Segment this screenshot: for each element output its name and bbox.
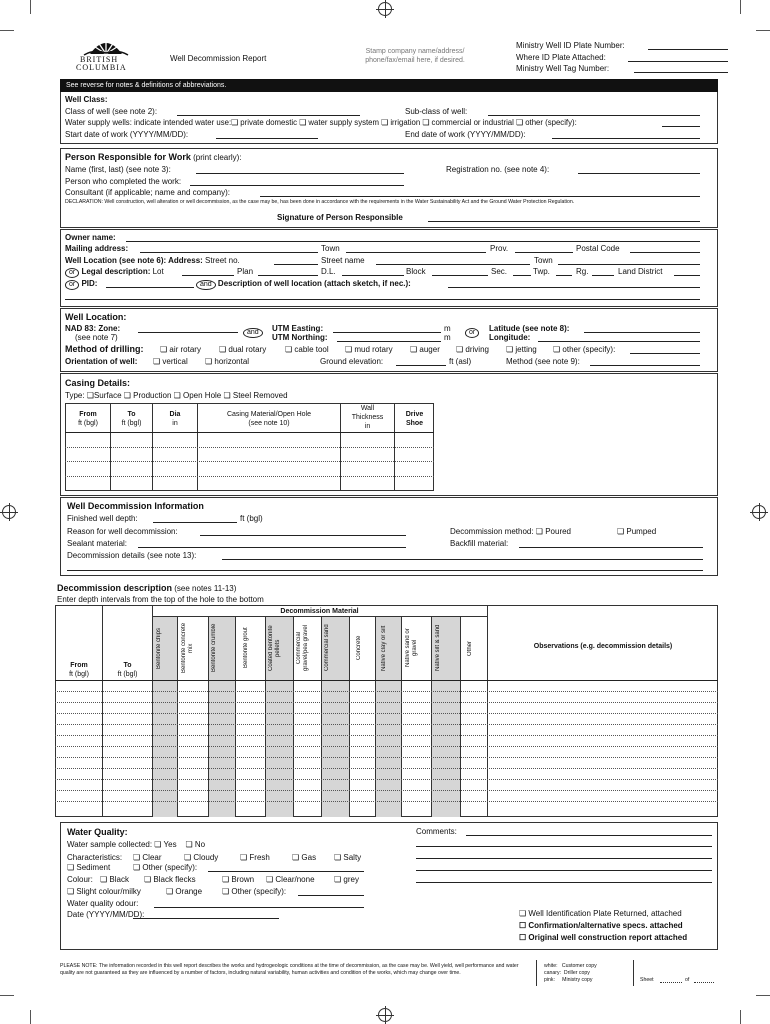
material-native-silt-sand: Native silt & sand: [435, 624, 441, 672]
utm-northing-field[interactable]: [337, 341, 441, 342]
char-fresh[interactable]: ❏ Fresh: [240, 853, 270, 862]
end-date-label: End date of work (YYYY/MM/DD):: [405, 130, 526, 139]
utm-northing-label: UTM Northing:: [272, 333, 328, 342]
class-field[interactable]: [177, 115, 360, 116]
logo-text-columbia: COLUMBIA: [76, 63, 127, 72]
end-date-field[interactable]: [552, 138, 700, 139]
nad-label: NAD 83: Zone:: [65, 324, 121, 333]
consultant-field[interactable]: [260, 196, 700, 197]
crop-mark: [0, 995, 14, 996]
block-field[interactable]: [432, 275, 488, 276]
mailing-label: Mailing address:: [65, 244, 129, 253]
pid-row: or PID:: [65, 279, 97, 290]
water-date-label: Date (YYYY/MM/DD):: [67, 910, 145, 919]
char-gas[interactable]: ❏ Gas: [292, 853, 317, 862]
colour-orange[interactable]: ❏ Orange: [166, 887, 203, 896]
location-label: Well Location (see note 6): Address: Street no.: [65, 256, 240, 265]
finished-depth-label: Finished well depth:: [67, 514, 138, 523]
bc-logo: [76, 30, 136, 74]
drilling-jetting[interactable]: ❏ jetting: [506, 345, 537, 354]
material-bentonite-grout: Bentonite grout: [243, 627, 249, 669]
orientation-vertical[interactable]: ❏ vertical: [153, 357, 188, 366]
reason-label: Reason for well decommission:: [67, 527, 178, 536]
material-bentonite-chips: Bentonite chips: [156, 627, 162, 669]
colour-black-flecks[interactable]: ❏ Black flecks: [144, 875, 196, 884]
decom-row-line: [55, 713, 718, 714]
decom-header-bottom: [55, 680, 718, 681]
postal-field[interactable]: [630, 252, 700, 253]
ground-elevation-label: Ground elevation:: [320, 357, 384, 366]
and-marker: and: [243, 327, 263, 338]
confirmation-checkbox[interactable]: ☐ Confirmation/alternative specs. attached: [519, 921, 683, 930]
colour-label: Colour:: [67, 875, 93, 884]
street-name-label: Street name: [321, 256, 365, 265]
material-bentonite-crumble: Bentonite crumble: [211, 623, 217, 673]
registration-mark-top: [378, 2, 392, 16]
footer-note: PLEASE NOTE: The information recorded in this well report describes the works and hydrogeologic conditions at the time of decommission, as the case may be. Well yield, well performance and water quality are not guaranteed as they are influenced by a number of factors, including natural variability, human activities and condition of the works, which may change over time.: [60, 963, 519, 976]
description-row: and Description of well location (attach sketch, if nec.):: [196, 279, 411, 290]
sheet-number-field[interactable]: [660, 982, 682, 983]
copy-white: white: Customer copy: [544, 963, 597, 969]
dl-field[interactable]: [342, 275, 404, 276]
twp-field[interactable]: [556, 275, 572, 276]
water-use-other-field[interactable]: [662, 126, 700, 127]
drilling-cable-tool[interactable]: ❏ cable tool: [285, 345, 329, 354]
orientation-horizontal[interactable]: ❏ horizontal: [205, 357, 250, 366]
registration-label: Registration no. (see note 4):: [446, 165, 550, 174]
reason-field[interactable]: [200, 535, 406, 536]
land-district-label: Land District: [618, 267, 663, 276]
decom-info-heading: Well Decommission Information: [67, 501, 204, 511]
decom-row-line: [55, 790, 718, 791]
ministry-plate-label: Ministry Well ID Plate Number:: [516, 41, 625, 50]
sheet-label: Sheet: [640, 977, 654, 983]
sealant-field[interactable]: [138, 547, 406, 548]
casing-to-header: To ft (bgl): [121, 411, 142, 427]
decom-row-line: [55, 746, 718, 747]
lot-field[interactable]: [182, 275, 234, 276]
char-salty[interactable]: ❏ Salty: [334, 853, 362, 862]
decom-col-divider: [235, 617, 236, 817]
legal-row: or Legal description: Lot: [65, 267, 164, 278]
material-coated-bentonite-pellets: Coated bentonite pellets: [268, 625, 281, 671]
declaration-text: DECLARATION: Well construction, well alteration or well decommission, as the case may be, has been done in accordance with the requirements in the Water Sustainability Act and the Ground Water Protection Regulation.: [65, 199, 575, 205]
prov-label: Prov.: [490, 244, 509, 253]
subclass-label: Sub-class of well:: [405, 107, 468, 116]
and-marker: and: [196, 280, 216, 290]
dl-label: D.L.: [321, 267, 336, 276]
material-bentonite-concrete-mix: Bentonite concrete mix: [181, 622, 194, 674]
person-name-label: Name (first, last) (see note 3):: [65, 165, 171, 174]
casing-heading: Casing Details:: [65, 378, 131, 388]
utm-easting-field[interactable]: [333, 332, 441, 333]
comments-field[interactable]: [466, 835, 712, 836]
decom-row-line: [55, 757, 718, 758]
casing-row-line: [65, 461, 434, 462]
drilling-method-label: Method of drilling:: [65, 344, 144, 354]
ft-asl-unit: ft (asl): [449, 357, 472, 366]
prov-field[interactable]: [515, 252, 573, 253]
material-commercial-gravel: Commercial gravel/pea gravel: [296, 624, 309, 672]
tag-number-label: Ministry Well Tag Number:: [516, 64, 610, 73]
decom-row-line: [55, 779, 718, 780]
decom-from-header: From ft (bgl): [69, 662, 89, 678]
casing-row-line: [65, 476, 434, 477]
sheet-total-field[interactable]: [694, 982, 714, 983]
pid-field[interactable]: [106, 287, 194, 288]
plan-label: Plan: [237, 267, 254, 276]
sun-logo-icon: [76, 30, 136, 56]
decom-row-line: [55, 724, 718, 725]
finished-depth-field[interactable]: [153, 522, 237, 523]
registration-field[interactable]: [578, 173, 700, 174]
decom-row-line: [55, 735, 718, 736]
backfill-label: Backfill material:: [450, 539, 509, 548]
decom-col-divider: [293, 617, 294, 817]
crop-mark: [740, 0, 741, 14]
consultant-label: Consultant (if applicable; name and company):: [65, 188, 230, 197]
original-report-checkbox[interactable]: ☐ Original well construction report attached: [519, 933, 688, 942]
signature-field[interactable]: [428, 221, 700, 222]
drilling-mud-rotary[interactable]: ❏ mud rotary: [345, 345, 393, 354]
well-class-heading: Well Class:: [65, 95, 108, 104]
m-unit: m: [444, 333, 451, 342]
method-note-field[interactable]: [590, 365, 700, 366]
see-note7: (see note 7): [75, 333, 118, 342]
odour-label: Water quality odour:: [67, 899, 139, 908]
crop-mark: [30, 1010, 31, 1024]
comments-field-5[interactable]: [416, 882, 712, 883]
decom-col-divider: [349, 617, 350, 817]
plate-attached-field[interactable]: [628, 61, 728, 62]
colour-other-field[interactable]: [298, 895, 364, 896]
town2-label: Town: [534, 256, 553, 265]
street-name-field[interactable]: [376, 264, 530, 265]
method-note-label: Method (see note 9):: [506, 357, 580, 366]
decom-desc-heading: Decommission description (see notes 11-13): [57, 583, 237, 593]
registration-mark-right: [752, 505, 766, 519]
stamp-instruction: Stamp company name/address/ phone/fax/email here, if desired.: [365, 48, 465, 64]
plate-returned-checkbox[interactable]: ❏ Well Identification Plate Returned, attached: [519, 909, 682, 918]
drilling-driving[interactable]: ❏ driving: [456, 345, 489, 354]
crop-mark: [30, 0, 31, 14]
casing-wall-header: Wall Thickness in: [351, 405, 384, 430]
or-marker: or: [65, 280, 79, 290]
drilling-auger[interactable]: ❏ auger: [410, 345, 440, 354]
decom-col-divider: [401, 617, 402, 817]
casing-material-header: Casing Material/Open Hole (see note 10): [226, 411, 312, 427]
material-concrete: Concrete: [356, 635, 362, 661]
notes-bar: See reverse for notes & definitions of abbreviations.: [60, 79, 718, 92]
crop-mark: [756, 995, 770, 996]
decom-material-header: Decommission Material: [280, 608, 359, 615]
crop-mark: [740, 1010, 741, 1024]
ground-elevation-field[interactable]: [396, 365, 446, 366]
description-field-2[interactable]: [65, 299, 700, 300]
town-label: Town: [321, 244, 340, 253]
class-label: Class of well (see note 2):: [65, 107, 158, 116]
material-other: Other: [467, 640, 473, 656]
plate-attached-label: Where ID Plate Attached:: [516, 53, 606, 62]
latitude-label: Latitude (see note 8):: [489, 324, 570, 333]
plan-field[interactable]: [258, 275, 318, 276]
backfill-field[interactable]: [519, 547, 703, 548]
description-field[interactable]: [448, 287, 700, 288]
decom-col-divider: [375, 617, 376, 817]
town2-field[interactable]: [558, 264, 700, 265]
owner-name-field[interactable]: [126, 241, 700, 242]
person-heading: Person Responsible for Work (print clearly):: [65, 152, 242, 162]
drilling-dual-rotary[interactable]: ❏ dual rotary: [219, 345, 267, 354]
decom-col-divider: [177, 617, 178, 817]
zone-field[interactable]: [138, 332, 238, 333]
decom-row-line: [55, 801, 718, 802]
decom-col-divider: [321, 617, 322, 817]
water-quality-heading: Water Quality:: [67, 827, 128, 837]
subclass-field[interactable]: [488, 115, 700, 116]
start-date-label: Start date of work (YYYY/MM/DD):: [65, 130, 189, 139]
registration-mark-left: [2, 505, 16, 519]
char-sediment[interactable]: ❏ Sediment: [67, 863, 111, 872]
signature-label: Signature of Person Responsible: [277, 213, 403, 222]
drilling-air-rotary[interactable]: ❏ air rotary: [160, 345, 201, 354]
decom-col-divider: [102, 605, 103, 817]
char-other[interactable]: ❏ Other (specify):: [133, 863, 198, 872]
well-location-heading: Well Location:: [65, 312, 127, 322]
sealant-label: Sealant material:: [67, 539, 128, 548]
details-field[interactable]: [222, 559, 703, 560]
ministry-plate-field[interactable]: [648, 49, 728, 50]
land-district-field[interactable]: [674, 275, 700, 276]
m-unit: m: [444, 324, 451, 333]
material-native-clay-silt: Native clay or silt: [381, 625, 387, 671]
decom-method-pumped[interactable]: ❏ Pumped: [617, 527, 657, 536]
char-clear[interactable]: ❏ Clear: [133, 853, 162, 862]
odour-field[interactable]: [154, 907, 364, 908]
rg-field[interactable]: [592, 275, 614, 276]
decom-col-divider: [431, 617, 432, 817]
decom-row-line: [55, 691, 718, 692]
decom-col-divider: [152, 605, 153, 817]
decom-col-divider: [265, 617, 266, 817]
or-marker: or: [465, 327, 479, 338]
copy-pink: pink: Ministry copy: [544, 977, 593, 983]
tag-number-field[interactable]: [634, 72, 728, 73]
longitude-field[interactable]: [538, 341, 700, 342]
details-label: Decommission details (see note 13):: [67, 551, 197, 560]
latitude-field[interactable]: [584, 332, 700, 333]
postal-label: Postal Code: [576, 244, 620, 253]
casing-from-header: From ft (bgl): [78, 411, 98, 427]
longitude-label: Longitude:: [489, 333, 531, 342]
crop-mark: [756, 30, 770, 31]
decom-row-line: [55, 768, 718, 769]
orientation-label: Orientation of well:: [65, 357, 138, 366]
crop-mark: [0, 30, 14, 31]
form-title: Well Decommission Report: [170, 54, 267, 63]
water-date-field[interactable]: [133, 918, 279, 919]
water-sample-options[interactable]: Water sample collected: ❏ Yes ❏ No: [67, 840, 206, 849]
drilling-other-field[interactable]: [630, 353, 700, 354]
or-marker: or: [65, 268, 79, 278]
colour-slight-milky[interactable]: ❏ Slight colour/milky: [67, 887, 141, 896]
street-no-field[interactable]: [274, 264, 318, 265]
decom-col-divider: [487, 605, 488, 817]
owner-name-label: Owner name:: [65, 233, 116, 242]
town-field[interactable]: [346, 252, 486, 253]
colour-brown[interactable]: ❏ Brown: [222, 875, 255, 884]
ft-bgl-unit: ft (bgl): [240, 514, 263, 523]
casing-dia-header: Dia in: [169, 411, 181, 427]
observations-header: Observations (e.g. decommission details): [533, 643, 673, 650]
twp-label: Twp.: [533, 267, 550, 276]
comments-field-2[interactable]: [416, 846, 712, 847]
char-cloudy[interactable]: ❏ Cloudy: [184, 853, 219, 862]
drilling-other[interactable]: ❏ other (specify):: [553, 345, 616, 354]
utm-easting-label: UTM Easting:: [272, 324, 324, 333]
decom-col-divider: [208, 617, 209, 817]
casing-drive-header: Drive Shoe: [405, 411, 424, 427]
sec-field[interactable]: [513, 275, 531, 276]
casing-row-line: [65, 432, 434, 433]
decom-col-divider: [460, 617, 461, 817]
details-field-2[interactable]: [67, 570, 703, 571]
water-use-options[interactable]: Water supply wells: indicate intended water use:❏ private domestic ❏ water supply system ❏ irrigation ❏ commercial or industrial ❏ other (specify):: [65, 118, 577, 127]
start-date-field[interactable]: [216, 138, 318, 139]
material-commercial-sand: Commercial sand: [324, 624, 330, 672]
colour-grey[interactable]: ❏ grey: [334, 875, 359, 884]
person-name-field[interactable]: [196, 173, 404, 174]
characteristics-label: Characteristics:: [67, 853, 123, 862]
colour-clear-none[interactable]: ❏ Clear/none: [266, 875, 315, 884]
block-label: Block: [406, 267, 426, 276]
char-other-field[interactable]: [208, 871, 364, 872]
sec-label: Sec.: [491, 267, 508, 276]
comments-label: Comments:: [416, 827, 457, 836]
comments-field-3[interactable]: [416, 858, 712, 859]
sheet-of-label: of: [685, 977, 690, 983]
casing-type-options[interactable]: Type: ❏Surface ❏ Production ❏ Open Hole ❏ Steel Removed: [65, 391, 288, 400]
completed-by-field[interactable]: [190, 185, 404, 186]
decom-to-header: To ft (bgl): [117, 662, 138, 678]
casing-row-line: [65, 447, 434, 448]
decom-desc-subtitle: Enter depth intervals from the top of the hole to the bottom: [57, 595, 264, 604]
completed-by-label: Person who completed the work:: [65, 177, 182, 186]
comments-field-4[interactable]: [416, 870, 712, 871]
material-native-sand-gravel: Native sand or gravel: [405, 628, 418, 668]
rg-label: Rg.: [576, 267, 589, 276]
copy-canary: canary: Driller copy: [544, 970, 590, 976]
decom-method-poured[interactable]: Decommission method: ❏ Poured: [450, 527, 571, 536]
colour-black[interactable]: ❏ Black: [100, 875, 129, 884]
mailing-field[interactable]: [140, 252, 318, 253]
decom-row-line: [55, 702, 718, 703]
logo-text-british: BRITISH: [80, 55, 119, 64]
colour-other[interactable]: ❏ Other (specify):: [222, 887, 287, 896]
registration-mark-bottom: [378, 1008, 392, 1022]
